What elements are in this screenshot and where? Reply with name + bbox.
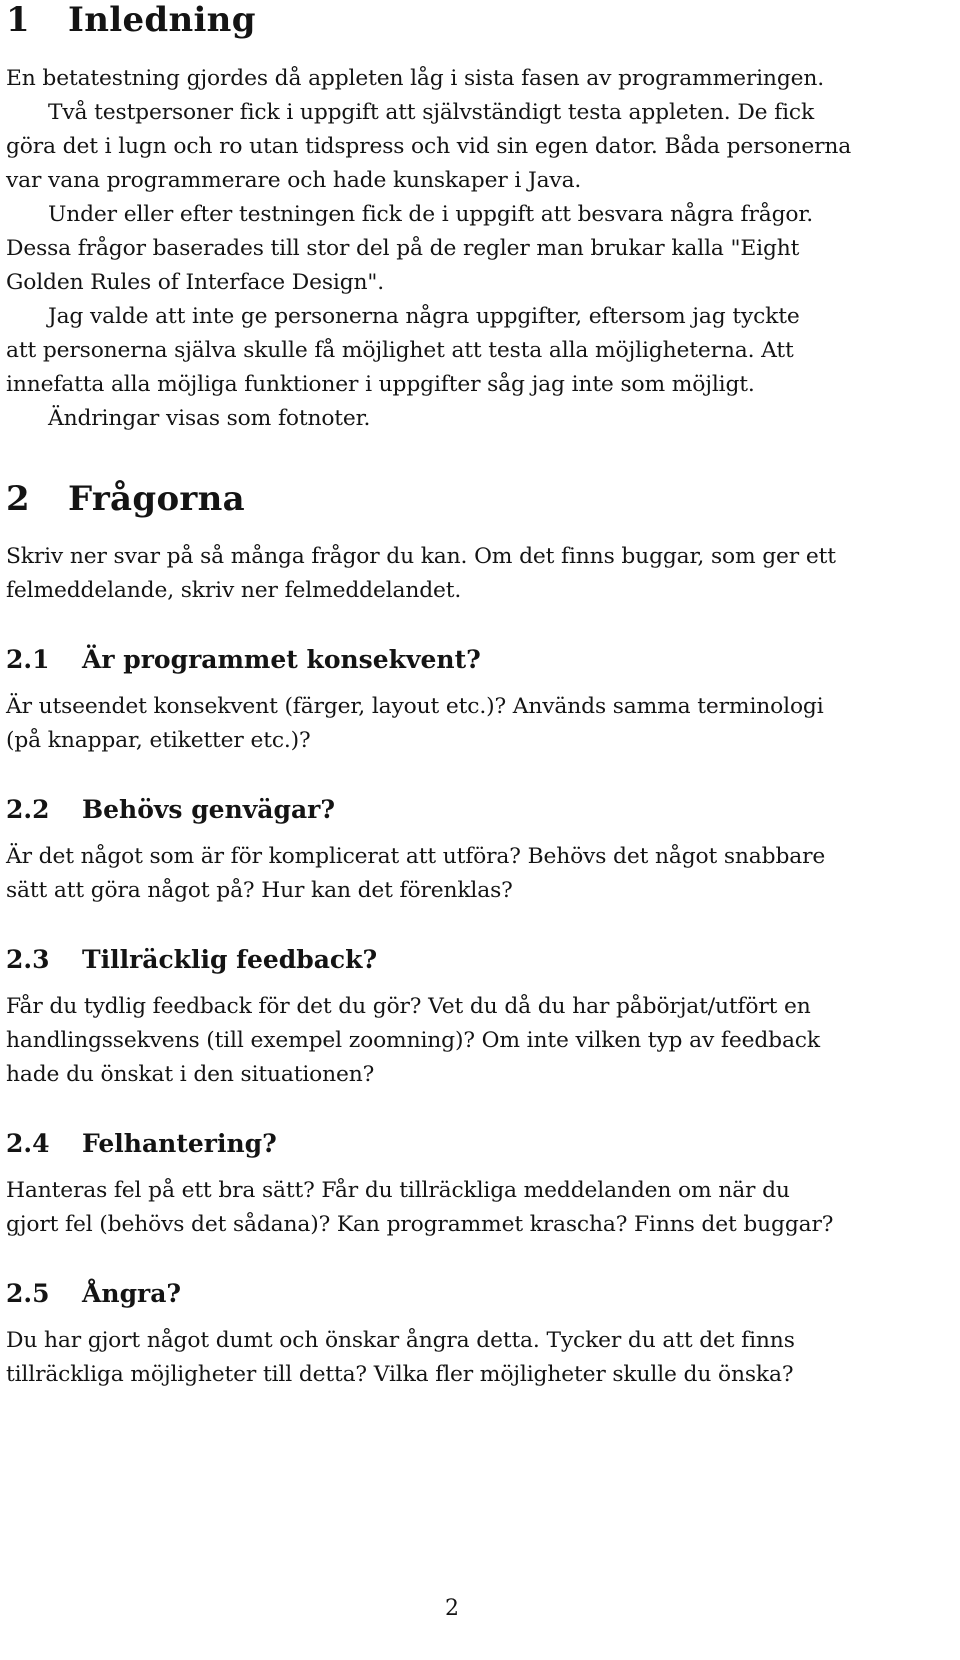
section-heading bbox=[6, 0, 954, 40]
text-line: tillräckliga möjligheter till detta? Vilka fler möjligheter skulle du önska? bbox=[6, 1362, 794, 1387]
text-line: innefatta alla möjliga funktioner i uppgifter såg jag inte som möjligt. bbox=[6, 372, 755, 397]
section-body bbox=[6, 62, 954, 436]
page-number: 2 bbox=[445, 1596, 459, 1621]
text-line: Två testpersoner fick i uppgift att självständigt testa appleten. De fick bbox=[48, 100, 815, 125]
text-line: Du har gjort något dumt och önskar ångra detta. Tycker du att det finns bbox=[6, 1328, 795, 1353]
text-line: En betatestning gjordes då appleten låg i sista fasen av programmeringen. bbox=[6, 66, 825, 91]
subsection-body bbox=[6, 1174, 954, 1242]
text-line: sätt att göra något på? Hur kan det förenklas? bbox=[6, 878, 513, 903]
section-number: 2 bbox=[6, 479, 30, 519]
subsection-number: 2.2 bbox=[6, 795, 50, 824]
subsection-body bbox=[6, 990, 954, 1092]
text-line: Ändringar visas som fotnoter. bbox=[48, 406, 371, 431]
text-line: Golden Rules of Interface Design". bbox=[6, 270, 385, 295]
text-line: gjort fel (behövs det sådana)? Kan programmet krascha? Finns det buggar? bbox=[6, 1212, 834, 1237]
section-title: Frågorna bbox=[68, 479, 245, 519]
subsection bbox=[6, 944, 954, 1092]
document-page bbox=[6, 0, 954, 1392]
subsection-heading bbox=[6, 944, 954, 976]
text-line: göra det i lugn och ro utan tidspress och vid sin egen dator. Båda personerna bbox=[6, 134, 852, 159]
subsection-heading bbox=[6, 794, 954, 826]
subsection-title: Är programmet konsekvent? bbox=[82, 645, 481, 674]
subsection-heading bbox=[6, 1128, 954, 1160]
subsection bbox=[6, 794, 954, 908]
text-line: Skriv ner svar på så många frågor du kan. Om det finns buggar, som ger ett bbox=[6, 544, 836, 569]
subsection-number: 2.1 bbox=[6, 645, 50, 674]
subsection-number: 2.3 bbox=[6, 945, 50, 974]
text-line: Får du tydlig feedback för det du gör? Vet du då du har påbörjat/utfört en bbox=[6, 994, 811, 1019]
text-line: var vana programmerare och hade kunskaper i Java. bbox=[6, 168, 582, 193]
subsection-number: 2.4 bbox=[6, 1129, 50, 1158]
text-line: handlingssekvens (till exempel zoomning)? Om inte vilken typ av feedback bbox=[6, 1028, 820, 1053]
subsection-title: Ångra? bbox=[82, 1279, 182, 1308]
text-line: Hanteras fel på ett bra sätt? Får du tillräckliga meddelanden om när du bbox=[6, 1178, 790, 1203]
text-line: att personerna själva skulle få möjlighet att testa alla möjligheterna. Att bbox=[6, 338, 794, 363]
subsection-title: Tillräcklig feedback? bbox=[82, 945, 378, 974]
section-title: Inledning bbox=[68, 0, 256, 40]
section-body bbox=[6, 540, 954, 608]
subsection-heading bbox=[6, 1278, 954, 1310]
subsection bbox=[6, 644, 954, 758]
subsection-number: 2.5 bbox=[6, 1279, 50, 1308]
text-line: hade du önskat i den situationen? bbox=[6, 1062, 375, 1087]
subsection-title: Behövs genvägar? bbox=[82, 795, 335, 824]
text-line: (på knappar, etiketter etc.)? bbox=[6, 728, 311, 753]
subsection-body bbox=[6, 840, 954, 908]
subsection bbox=[6, 1278, 954, 1392]
subsection-title: Felhantering? bbox=[82, 1129, 277, 1158]
text-line: Jag valde att inte ge personerna några uppgifter, eftersom jag tyckte bbox=[48, 304, 800, 329]
subsection-body bbox=[6, 1324, 954, 1392]
text-line: Dessa frågor baserades till stor del på de regler man brukar kalla "Eight bbox=[6, 236, 800, 261]
section-number: 1 bbox=[6, 0, 30, 40]
text-line: Under eller efter testningen fick de i uppgift att besvara några frågor. bbox=[48, 202, 814, 227]
text-line: Är utseendet konsekvent (färger, layout etc.)? Används samma terminologi bbox=[6, 694, 824, 719]
subsection-body bbox=[6, 690, 954, 758]
text-line: felmeddelande, skriv ner felmeddelandet. bbox=[6, 578, 462, 603]
section-heading bbox=[6, 479, 954, 519]
subsection bbox=[6, 1128, 954, 1242]
subsection-heading bbox=[6, 644, 954, 676]
text-line: Är det något som är för komplicerat att utföra? Behövs det något snabbare bbox=[6, 844, 826, 869]
